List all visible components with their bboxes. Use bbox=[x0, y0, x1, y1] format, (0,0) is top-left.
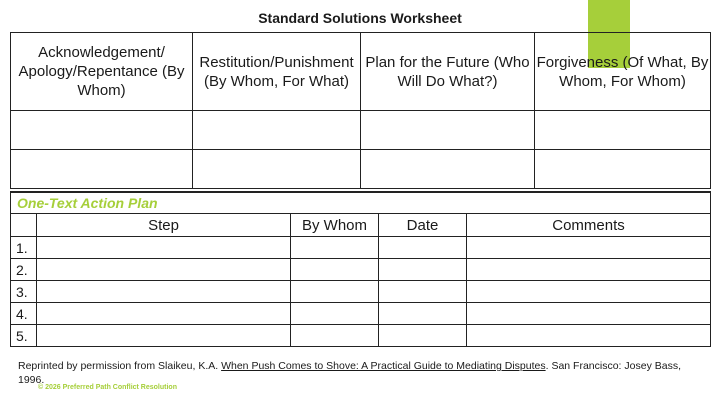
comments-cell[interactable] bbox=[467, 259, 711, 281]
entry-cell[interactable] bbox=[361, 150, 535, 189]
header-restitution: Restitution/Punishment (By Whom, For What) bbox=[193, 33, 361, 111]
step-cell[interactable] bbox=[37, 259, 291, 281]
by-whom-cell[interactable] bbox=[291, 325, 379, 347]
row-number: 2. bbox=[11, 259, 37, 281]
step-cell[interactable] bbox=[37, 325, 291, 347]
book-title: When Push Comes to Shove: A Practical Guide to Mediating Disputes bbox=[221, 360, 546, 372]
table-row bbox=[11, 259, 711, 281]
date-cell[interactable] bbox=[379, 237, 467, 259]
date-cell[interactable] bbox=[379, 303, 467, 325]
entry-cell[interactable] bbox=[11, 111, 193, 150]
citation-prefix: Reprinted by permission from Slaikeu, K.A. bbox=[18, 360, 222, 372]
section-label: One-Text Action Plan bbox=[11, 192, 711, 214]
copyright-notice: © 2026 Preferred Path Conflict Resolution bbox=[38, 384, 177, 391]
date-cell[interactable] bbox=[379, 259, 467, 281]
header-comments: Comments bbox=[467, 214, 711, 237]
header-date: Date bbox=[379, 214, 467, 237]
table-row bbox=[11, 237, 711, 259]
header-plan: Plan for the Future (Who Will Do What?) bbox=[361, 33, 535, 111]
entry-cell[interactable] bbox=[535, 150, 711, 189]
by-whom-cell[interactable] bbox=[291, 303, 379, 325]
header-by-whom: By Whom bbox=[291, 214, 379, 237]
action-plan-table bbox=[10, 191, 711, 347]
header-step: Step bbox=[37, 214, 291, 237]
header-forgiveness: Forgiveness (Of What, By Whom, For Whom) bbox=[535, 33, 711, 111]
date-cell[interactable] bbox=[379, 281, 467, 303]
row-number: 1. bbox=[11, 237, 37, 259]
table-row bbox=[11, 281, 711, 303]
table-row bbox=[11, 303, 711, 325]
solutions-table bbox=[10, 32, 711, 189]
entry-cell[interactable] bbox=[193, 150, 361, 189]
by-whom-cell[interactable] bbox=[291, 259, 379, 281]
header-acknowledgement: Acknowledgement/ Apology/Repentance (By Whom) bbox=[11, 33, 193, 111]
by-whom-cell[interactable] bbox=[291, 281, 379, 303]
by-whom-cell[interactable] bbox=[291, 237, 379, 259]
header-blank bbox=[11, 214, 37, 237]
step-cell[interactable] bbox=[37, 237, 291, 259]
entry-cell[interactable] bbox=[535, 111, 711, 150]
entry-cell[interactable] bbox=[11, 150, 193, 189]
step-cell[interactable] bbox=[37, 281, 291, 303]
entry-cell[interactable] bbox=[361, 111, 535, 150]
row-number: 3. bbox=[11, 281, 37, 303]
comments-cell[interactable] bbox=[467, 325, 711, 347]
comments-cell[interactable] bbox=[467, 281, 711, 303]
date-cell[interactable] bbox=[379, 325, 467, 347]
citation-suffix: . San Francisco: Josey Bass, 1996. bbox=[18, 360, 681, 386]
worksheet-title: Standard Solutions Worksheet bbox=[258, 10, 462, 26]
row-number: 4. bbox=[11, 303, 37, 325]
entry-cell[interactable] bbox=[193, 111, 361, 150]
row-number: 5. bbox=[11, 325, 37, 347]
comments-cell[interactable] bbox=[467, 237, 711, 259]
comments-cell[interactable] bbox=[467, 303, 711, 325]
citation bbox=[18, 359, 708, 387]
step-cell[interactable] bbox=[37, 303, 291, 325]
table-row bbox=[11, 325, 711, 347]
